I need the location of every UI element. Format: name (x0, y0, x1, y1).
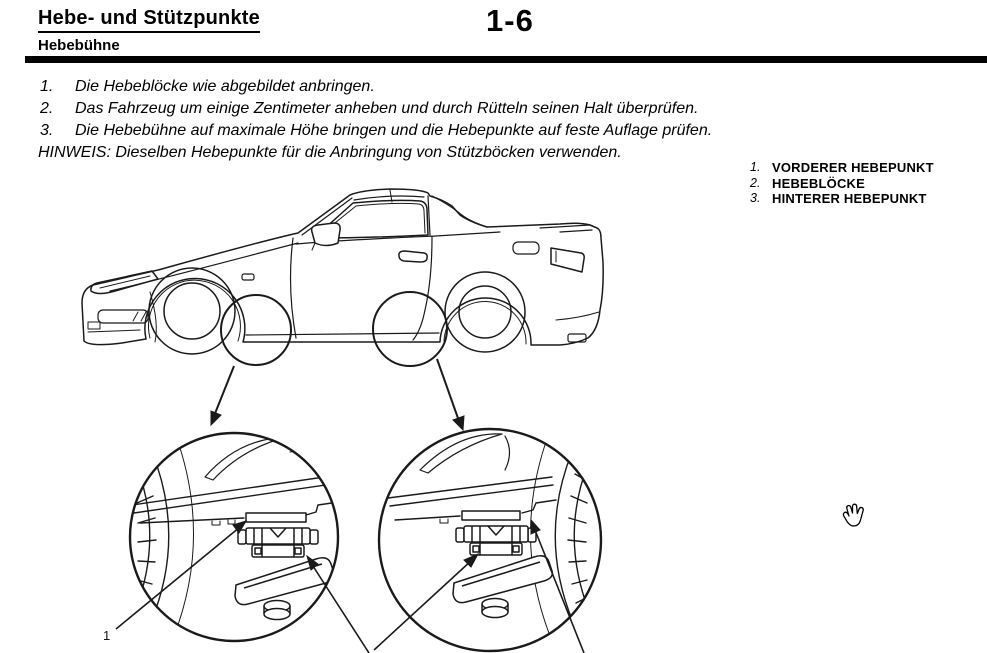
side-indicator (242, 274, 254, 280)
legend-label: HEBEBLÖCKE (772, 175, 866, 191)
legend-label: VORDERER HEBEPUNKT (772, 160, 934, 175)
front-intake (98, 310, 148, 323)
legend-number: 1. (750, 160, 761, 174)
step-number: 3. (40, 122, 54, 139)
grab-hand-cursor-icon (843, 504, 863, 526)
step-text: Die Hebeblöcke wie abgebildet anbringen. (75, 78, 375, 95)
door-handle (399, 251, 427, 262)
front-jack-point-marker (221, 295, 291, 365)
detail-circle-rear (379, 429, 601, 651)
callout-1-label: 1 (103, 628, 111, 643)
page-number: 1-6 (486, 3, 534, 38)
car-side-view (82, 189, 603, 354)
jack-block-rear (453, 526, 552, 618)
side-mirror (312, 223, 341, 246)
page-title: Hebe- und Stützpunkte (38, 7, 260, 33)
fuel-door (513, 242, 539, 254)
rear-jack-point-marker (373, 292, 447, 366)
legend-label: HINTERER HEBEPUNKT (772, 191, 927, 206)
instruction-note: HINWEIS: Dieselben Hebepunkte für die Anbringung von Stützböcken verwenden. (38, 144, 622, 161)
rear-detail-arrow (437, 359, 464, 430)
step-text: Das Fahrzeug um einige Zentimeter anheben und durch Rütteln seinen Halt überprüfen. (75, 100, 699, 117)
jack-block-front (235, 528, 334, 620)
step-number: 1. (40, 78, 54, 95)
page-subtitle: Hebebühne (38, 37, 120, 54)
step-text: Die Hebebühne auf maximale Höhe bringen und die Hebepunkte auf feste Auflage prüfen. (75, 122, 713, 139)
detail-circle-front (130, 433, 339, 641)
step-number: 2. (40, 100, 54, 117)
front-detail-arrow (211, 366, 234, 425)
legend-number: 2. (750, 175, 761, 190)
legend-number: 3. (750, 191, 761, 205)
